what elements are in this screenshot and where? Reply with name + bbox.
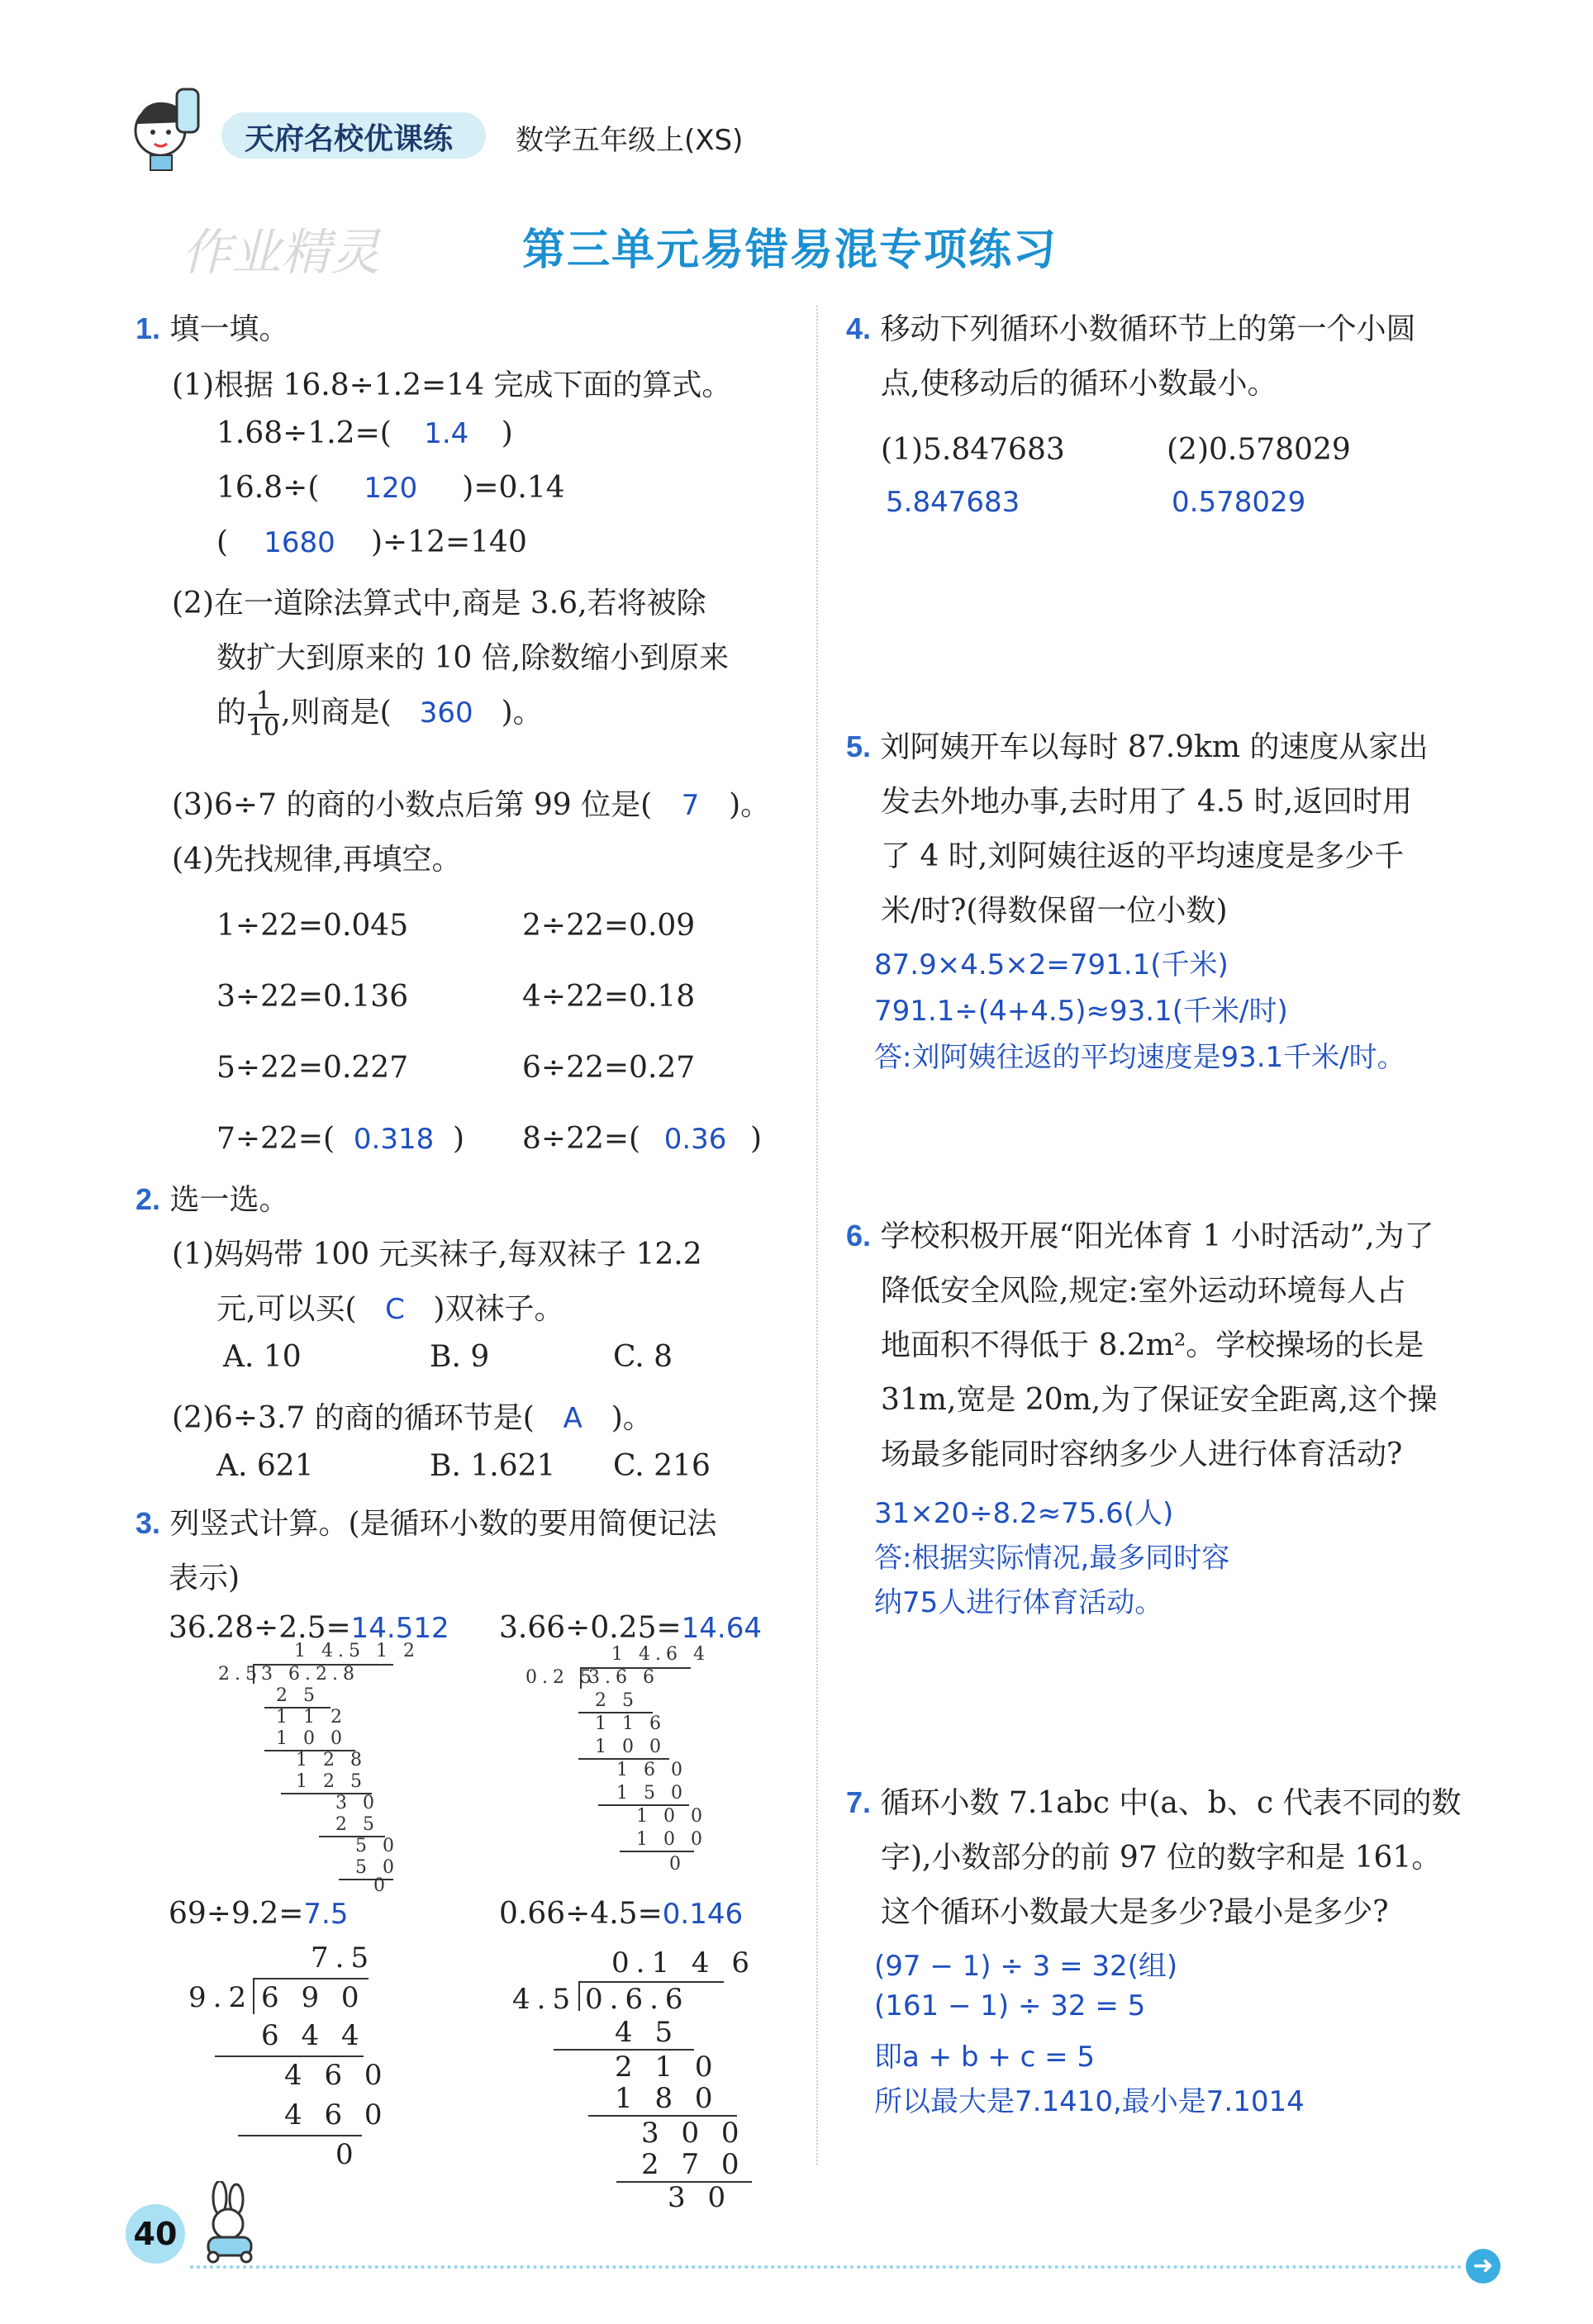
question-number: 7. — [846, 1785, 872, 1819]
step: 2 5 — [276, 1685, 320, 1706]
q5-answer-line2: 791.1÷(4+4.5)≈93.1(千米/时) — [874, 995, 1288, 1028]
q1-answer-5: 7 — [681, 789, 700, 822]
question-text-line2: 字),小数部分的前 97 位的数字和是 161。 — [881, 1841, 1442, 1875]
calc-1-expr: 36.28÷2.5= — [169, 1611, 351, 1645]
calc-3-answer: 7.5 — [303, 1898, 349, 1931]
q2-part1-post: )双袜子。 — [433, 1292, 564, 1326]
q2-answer-2: A — [563, 1402, 583, 1435]
question-text: 循环小数 7.1abc 中(a、b、c 代表不同的数 — [880, 1786, 1462, 1820]
q2-option-c2: C. 216 — [613, 1449, 711, 1483]
step: 1 2 5 — [296, 1771, 367, 1792]
q1-row2: 2÷22=0.09 — [522, 909, 696, 943]
question-text-line2: 点,使移动后的循环小数最小。 — [881, 367, 1277, 401]
q6-answer-line2: 答:根据实际情况,最多同时容 — [874, 1542, 1230, 1575]
q1-line1-right: ) — [501, 416, 513, 450]
q1-row3: 3÷22=0.136 — [216, 980, 409, 1014]
calc-2-answer: 14.64 — [681, 1612, 762, 1645]
q7-answer-line4: 所以最大是7.1410,最小是7.1014 — [874, 2085, 1305, 2118]
question-number: 6. — [846, 1219, 872, 1252]
step: 0 — [373, 1875, 390, 1896]
q2-part1-pre: 元,可以买( — [216, 1292, 357, 1326]
q1-answer-1: 1.4 — [424, 417, 469, 450]
calc-2-expr: 3.66÷0.25= — [499, 1611, 682, 1645]
q2-part2-left: (2)6÷3.7 的商的循环节是( — [172, 1401, 535, 1435]
mascot-icon — [126, 83, 208, 173]
step: 0 — [335, 2138, 360, 2171]
q7-answer-line1: (97 − 1) ÷ 3 = 32(组) — [874, 1950, 1178, 1983]
step: 6 4 4 — [261, 2019, 366, 2052]
calc-4-answer: 0.146 — [662, 1898, 744, 1931]
q4-option-1: (1)5.847683 — [881, 433, 1065, 467]
calc-3-expr: 69÷9.2= — [169, 1897, 304, 1931]
step: 2 1 0 — [615, 2051, 720, 2084]
step: 3 0 0 — [641, 2117, 746, 2150]
step: 1 0 0 — [595, 1737, 666, 1757]
q1-line3-left: ( — [216, 525, 229, 559]
step: 2 5 — [335, 1814, 379, 1835]
quotient: 7.5 — [311, 1941, 376, 1975]
question-title: 选一选。 — [169, 1183, 289, 1217]
footer-dotted-line — [190, 2265, 1462, 2269]
q2-option-a1: A. 10 — [223, 1340, 302, 1374]
step: 2 7 0 — [641, 2148, 746, 2181]
page-title: 第三单元易错易混专项练习 — [522, 226, 1058, 275]
question-text-line3: 这个循环小数最大是多少?最小是多少? — [881, 1895, 1389, 1929]
question-number: 4. — [846, 311, 872, 345]
fraction-denominator: 10 — [248, 713, 280, 742]
question-text-line2: 发去外地办事,去时用了 4.5 时,返回时用 — [881, 785, 1413, 819]
question-title: 列竖式计算。(是循环小数的要用简便记法 — [169, 1507, 717, 1541]
question-text-line5: 场最多能同时容纳多少人进行体育活动? — [881, 1438, 1403, 1471]
question-text-line3: 了 4 时,刘阿姨往返的平均速度是多少千 — [881, 839, 1405, 873]
q2-option-b2: B. 1.621 — [430, 1449, 556, 1483]
q2-answer-1: C — [385, 1293, 405, 1326]
q1-row8-left: 8÷22=( — [522, 1122, 641, 1156]
divisor: 2.5 — [218, 1664, 262, 1685]
dividend: 0.6.6 — [585, 1983, 690, 2016]
column-divider — [816, 306, 818, 2165]
brand-title: 天府名校优课练 — [245, 122, 454, 156]
q1-answer-3: 1680 — [264, 526, 335, 559]
q1-answer-2: 120 — [364, 472, 418, 505]
question-number: 3. — [136, 1506, 161, 1540]
q4-answer-2: 0.578029 — [1172, 486, 1306, 519]
question-number: 1. — [136, 311, 161, 345]
fraction-numerator: 1 — [255, 687, 272, 715]
q1-part2-pre: 的 — [216, 696, 247, 730]
q7-answer-line2: (161 − 1) ÷ 32 = 5 — [874, 1989, 1146, 2022]
divisor: 9.2 — [188, 1981, 254, 2014]
step: 5 0 — [355, 1857, 399, 1878]
quotient: 1 4.6 4 — [611, 1644, 710, 1665]
q1-answer-4: 360 — [419, 696, 473, 730]
q1-row6: 6÷22=0.27 — [522, 1051, 696, 1085]
q5-answer-line1: 87.9×4.5×2=791.1(千米) — [874, 948, 1229, 981]
q1-part2-end: )。 — [501, 696, 543, 730]
step: 0 — [669, 1854, 686, 1875]
step: 4 6 0 — [284, 2059, 389, 2092]
step: 1 2 8 — [296, 1750, 367, 1770]
q1-part1: (1)根据 16.8÷1.2=14 完成下面的算式。 — [172, 368, 732, 402]
subject-label: 数学五年级上(XS) — [516, 124, 744, 157]
q1-row4: 4÷22=0.18 — [522, 980, 696, 1014]
q1-row7-left: 7÷22=( — [216, 1122, 335, 1156]
question-text-line4: 米/时?(得数保留一位小数) — [881, 894, 1228, 928]
q2-part1-line1: (1)妈妈带 100 元买袜子,每双袜子 12.2 — [172, 1238, 702, 1271]
q4-answer-1: 5.847683 — [886, 486, 1020, 519]
fraction — [248, 689, 279, 740]
q5-answer-line3: 答:刘阿姨往返的平均速度是93.1千米/时。 — [874, 1041, 1405, 1074]
step: 1 6 0 — [616, 1760, 687, 1780]
question-text: 学校积极开展“阳光体育 1 小时活动”,为了 — [880, 1219, 1434, 1253]
q2-part2-right: )。 — [611, 1401, 653, 1435]
question-text-line4: 31m,宽是 20m,为了保证安全距离,这个操 — [881, 1383, 1438, 1417]
divisor: 0.2 5 — [525, 1667, 597, 1688]
watermark: 作业精灵 — [182, 224, 380, 282]
question-text-line2: 降低安全风险,规定:室外运动环境每人占 — [881, 1274, 1406, 1308]
step: 1 1 6 — [595, 1713, 666, 1734]
q1-row7-right: ) — [453, 1122, 465, 1156]
question-text: 移动下列循环小数循环节上的第一个小圆 — [880, 312, 1416, 346]
q1-line2-right: )=0.14 — [462, 471, 565, 505]
q4-option-2: (2)0.578029 — [1167, 433, 1351, 467]
step: 1 1 2 — [276, 1707, 347, 1728]
page-number: 40 — [126, 2204, 185, 2264]
question-text: 刘阿姨开车以每时 87.9km 的速度从家出 — [880, 730, 1429, 764]
rabbit-mascot-icon — [192, 2181, 266, 2264]
q1-line1-left: 1.68÷1.2=( — [216, 416, 392, 450]
question-text-line3: 地面积不得低于 8.2m²。学校操场的长是 — [881, 1328, 1424, 1362]
q1-part2-line1: (2)在一道除法算式中,商是 3.6,若将被除 — [172, 587, 706, 620]
q1-row1: 1÷22=0.045 — [216, 909, 409, 943]
q1-part3-left: (3)6÷7 的商的小数点后第 99 位是( — [172, 788, 653, 822]
step: 4 6 0 — [284, 2098, 389, 2132]
step: 2 5 — [595, 1690, 639, 1711]
calc-4-expr: 0.66÷4.5= — [499, 1897, 663, 1931]
step: 3 0 — [335, 1793, 379, 1813]
q2-option-c1: C. 8 — [613, 1340, 673, 1374]
dividend: 3 6.2.8 — [261, 1664, 359, 1685]
step: 1 8 0 — [615, 2082, 720, 2115]
step: 1 0 0 — [276, 1728, 347, 1749]
question-number: 5. — [846, 730, 872, 763]
quotient: 0.1 4 6 — [611, 1946, 756, 1979]
quotient: 1 4.5 1 2 — [294, 1641, 420, 1661]
step: 1 0 0 — [636, 1806, 707, 1827]
step: 3 0 — [668, 2181, 733, 2214]
divisor: 4.5 — [512, 1983, 578, 2016]
step: 4 5 — [615, 2016, 680, 2049]
q1-part3-right: )。 — [729, 788, 771, 822]
q1-row5: 5÷22=0.227 — [216, 1051, 409, 1085]
q6-answer-line3: 纳75人进行体育活动。 — [874, 1586, 1163, 1619]
q1-answer-7: 0.36 — [663, 1123, 727, 1156]
step: 1 0 0 — [636, 1829, 707, 1850]
q1-answer-6: 0.318 — [353, 1123, 435, 1156]
question-number: 2. — [136, 1182, 161, 1216]
q1-line2-left: 16.8÷( — [216, 471, 320, 505]
calc-1-answer: 14.512 — [350, 1612, 449, 1645]
dividend: 3.6 6 — [588, 1667, 659, 1688]
question-title-line2: 表示) — [169, 1561, 240, 1595]
q6-answer-line1: 31×20÷8.2≈75.6(人) — [874, 1497, 1174, 1530]
q2-option-b1: B. 9 — [430, 1340, 490, 1374]
q1-line3-right: )÷12=140 — [370, 525, 527, 559]
step: 5 0 — [355, 1836, 399, 1856]
q1-part2-line2: 数扩大到原来的 10 倍,除数缩小到原来 — [216, 641, 730, 675]
q1-part4: (4)先找规律,再填空。 — [172, 843, 462, 877]
dividend: 6 9 0 — [261, 1981, 366, 2014]
q2-option-a2: A. 621 — [216, 1449, 314, 1483]
q1-row8-right: ) — [750, 1122, 763, 1156]
q7-answer-line3: 即a + b + c = 5 — [874, 2041, 1096, 2074]
question-title: 填一填。 — [169, 312, 289, 346]
arrow-right-icon: ➜ — [1466, 2249, 1500, 2284]
step: 1 5 0 — [616, 1783, 687, 1804]
q1-part2-post: ,则商是( — [281, 696, 392, 730]
